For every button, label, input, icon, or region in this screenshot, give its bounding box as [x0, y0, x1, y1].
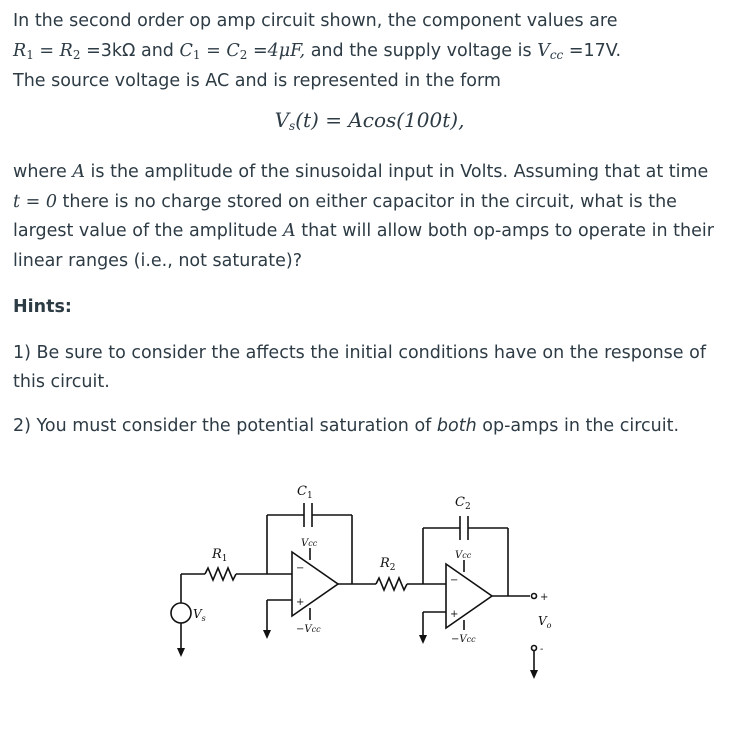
c-value: =4μF, [252, 41, 306, 61]
question-line-2: t = 0 there is no charge stored on either capacitor in the circuit, what is the [13, 192, 677, 212]
r1-symbol: $R_1$ [13, 41, 34, 62]
hint-1-line-2: this circuit. [13, 372, 110, 392]
output-minus-sign: - [540, 644, 544, 655]
r1-resistor-icon [205, 568, 236, 580]
equals-sign: = [39, 41, 55, 61]
op1-plus-sign: + [296, 597, 305, 608]
r-value: =3kΩ [86, 41, 136, 61]
c1-symbol: $C_1$ [179, 41, 201, 62]
and-text: and [140, 41, 174, 61]
neg-vcc-label-1: −Vcc [296, 624, 321, 635]
vcc-value: =17V. [568, 41, 622, 61]
op2-minus-sign: − [450, 575, 459, 586]
r2-label: $R_2$ [380, 556, 396, 573]
output-plus-sign: + [540, 592, 549, 603]
r2-resistor-icon [376, 578, 407, 590]
vcc-symbol: $V_{cc}$ [537, 41, 564, 62]
op2-plus-sign: + [450, 609, 459, 620]
problem-line-1: In the second order op amp circuit shown, the component values are [13, 11, 618, 31]
vo-label: $V_o$ [538, 614, 552, 630]
vcc-label-2: Vcc [455, 550, 472, 561]
hint-1-line-1: 1) Be sure to consider the affects the initial conditions have on the response of [13, 343, 706, 363]
op1-minus-sign: − [296, 563, 305, 574]
op-amp-circuit-diagram [150, 470, 570, 700]
ac-source-icon [171, 603, 191, 623]
source-equation: $V_s(t) = Acos(100t)$, [274, 108, 465, 133]
hint-2: 2) You must consider the potential saturation of both op-amps in the circuit. [13, 416, 680, 436]
ground-arrows-icon [177, 630, 538, 679]
c2-symbol: $C_2$ [226, 41, 248, 62]
question-line-3: largest value of the amplitude A that will allow both op-amps to operate in their [13, 221, 714, 241]
vcc-label-1: Vcc [301, 538, 318, 549]
problem-line-2 [13, 36, 621, 66]
equals-sign-2: = [206, 41, 221, 61]
c2-label: $C_2$ [455, 495, 471, 512]
c1-label: $C_1$ [297, 484, 313, 501]
vs-label: $V_s$ [193, 607, 206, 623]
question-line-1: where A is the amplitude of the sinusoidal input in Volts. Assuming that at time [13, 162, 709, 182]
r2-symbol: $R_2$ [59, 41, 81, 62]
supply-text: and the supply voltage is [310, 41, 532, 61]
question-line-4: linear ranges (i.e., not saturate)? [13, 251, 303, 271]
hints-title: Hints: [13, 297, 72, 317]
r1-label: $R_1$ [212, 547, 228, 564]
problem-line-3: The source voltage is AC and is represented in the form [13, 71, 501, 91]
neg-vcc-label-2: −Vcc [451, 634, 476, 645]
